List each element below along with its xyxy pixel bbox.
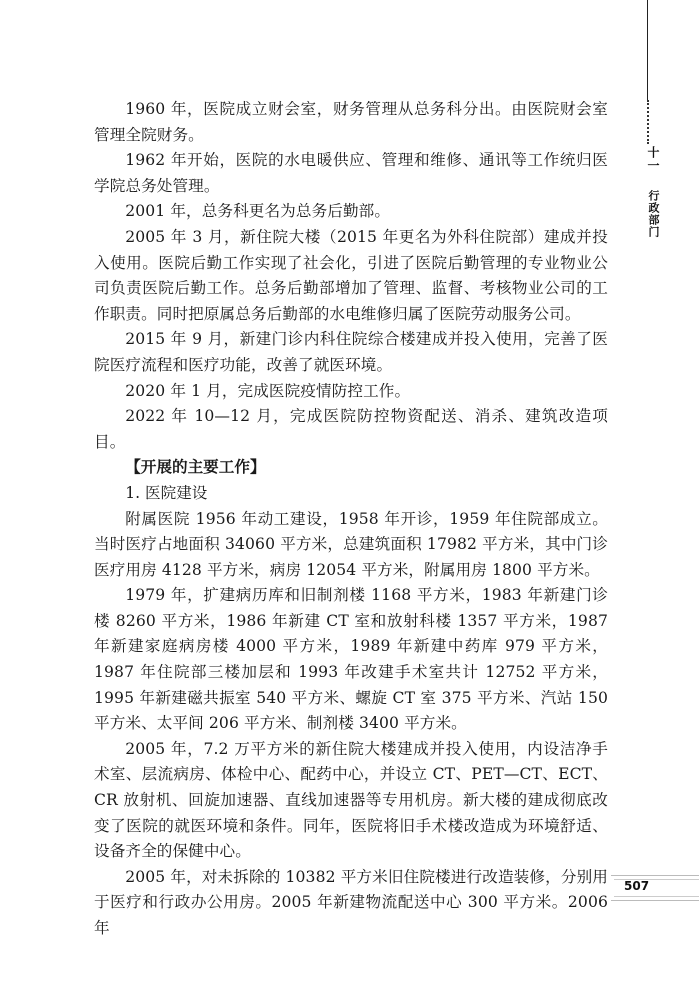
- margin-dotted-rule: [647, 100, 649, 144]
- paragraph: 2020 年 1 月，完成医院疫情防控工作。: [125, 381, 411, 400]
- chapter-number: 十一: [646, 146, 660, 172]
- body-text: [94, 97, 608, 942]
- page-number: 507: [624, 879, 650, 893]
- margin-rule: [647, 0, 648, 100]
- paragraph: 2005 年 3 月，新住院大楼（2015 年更名为外科住院部）建成并投入使用。医院后勤工作实现了社会化，引进了医院后勤管理的专业物业公司负责医院后勤工作。总务后勤部增加了管理、监督、考核物业公司的工作职责。同时把原属总务后勤部的水电维修归属了医院劳动服务公司。: [94, 227, 608, 323]
- chapter-title: 行政部门: [647, 190, 660, 238]
- paragraph: 1960 年，医院成立财会室，财务管理从总务科分出。由医院财会室管理全院财务。: [94, 100, 608, 144]
- paragraph: 2005 年，7.2 万平方米的新住院大楼建成并投入使用，内设洁净手术室、层流病房、体检中心、配药中心，并设立 CT、PET—CT、ECT、CR 放射机、回旋加速器、直线加速器等专用机房。新大楼的建成彻底改变了医院的就医环境和条件。同年，医院将旧手术楼改造成为环境舒适、设备齐全的保健中心。: [94, 739, 608, 861]
- chapter-side-label: [640, 146, 660, 238]
- paragraph: 附属医院 1956 年动工建设，1958 年开诊，1959 年住院部成立。当时医疗占地面积 34060 平方米，总建筑面积 17982 平方米，其中门诊医疗用房 4128 平方米，病房 12054 平方米，附属用房 1800 平方米。: [94, 509, 608, 579]
- paragraph: 1979 年，扩建病历库和旧制剂楼 1168 平方米，1983 年新建门诊楼 8260 平方米，1986 年新建 CT 室和放射科楼 1357 平方米，1987 年新建家庭病房楼 4000 平方米，1989 年新建中药库 979 平方米，1987 年住院部三楼加层和 1993 年改建手术室共计 12752 平方米，1995 年新建磁共振室 540 平方米、螺旋 CT 室 375 平方米、汽站 150 平方米、太平间 206 平方米、制剂楼 3400 平方米。: [94, 586, 608, 733]
- paragraph: 2022 年 10—12 月，完成医院防控物资配送、消杀、建筑改造项目。: [94, 407, 608, 451]
- paragraph: 2001 年，总务科更名为总务后勤部。: [125, 202, 391, 221]
- subsection-heading: 1. 医院建设: [125, 483, 208, 502]
- section-heading: 【开展的主要工作】: [125, 458, 266, 477]
- paragraph: 1962 年开始，医院的水电暖供应、管理和维修、通讯等工作统归医学院总务处管理。: [94, 151, 608, 195]
- paragraph: 2005 年，对未拆除的 10382 平方米旧住院楼进行改造装修，分别用于医疗和行政办公用房。2005 年新建物流配送中心 300 平方米。2006 年: [94, 867, 608, 937]
- paragraph: 2015 年 9 月，新建门诊内科住院综合楼建成并投入使用，完善了医院医疗流程和医疗功能，改善了就医环境。: [94, 330, 608, 374]
